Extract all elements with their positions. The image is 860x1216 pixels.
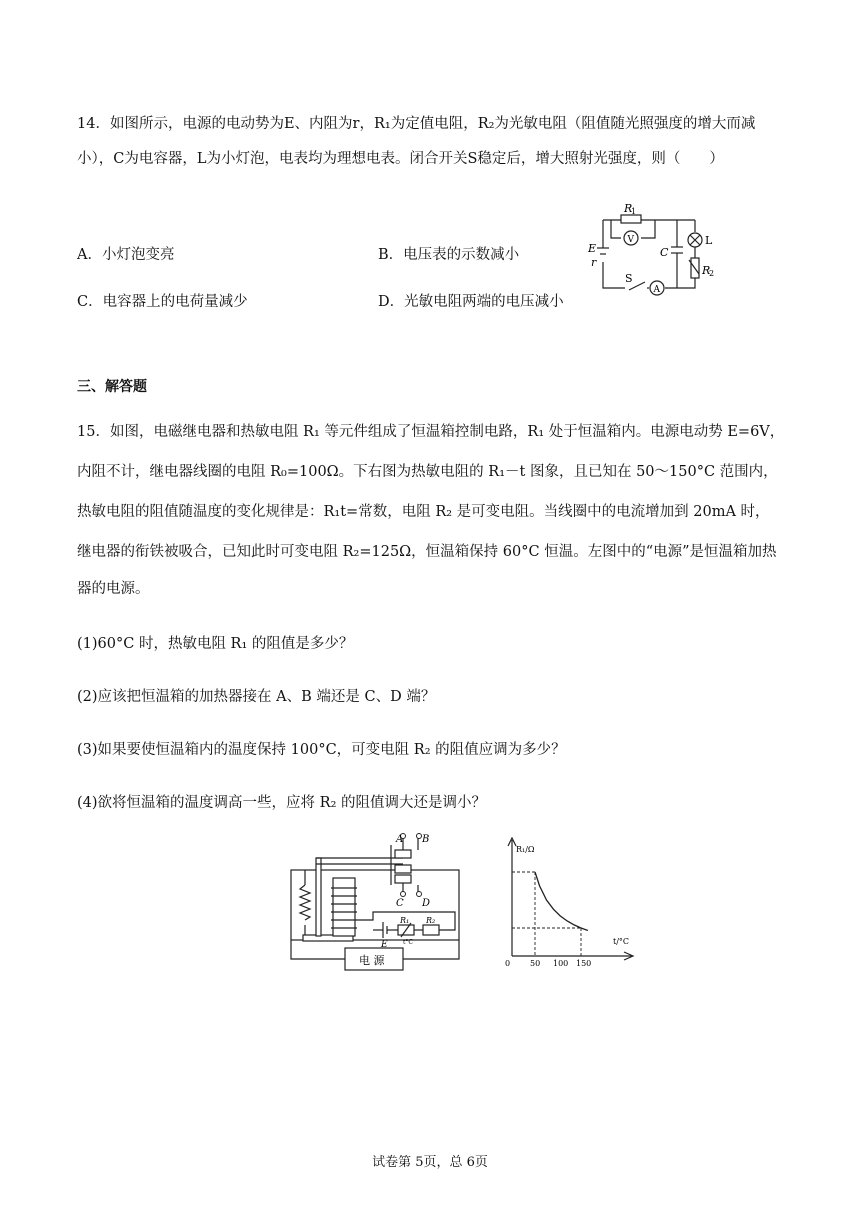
q14-ammeter-label: A — [653, 285, 660, 295]
q14-voltmeter-label: V — [627, 235, 634, 245]
q14-line-1: 14．如图所示，电源的电动势为E、内阻为r，R₁为定值电阻，R₂为光敏电阻（阻值随光照强度的增大而减 — [77, 116, 756, 132]
q15-paragraph-line-3: 热敏电阻的阻值随温度的变化规律是：R₁t=常数，电阻 R₂ 是可变电阻。当线圈中的电流增加到 20mA 时， — [77, 504, 770, 520]
graph-x-axis-label: t/°C — [613, 937, 630, 946]
q14-capacitor-label: C — [660, 246, 669, 259]
relay-power-label: 电 源 — [359, 954, 385, 967]
q14-line-2: 小），C为电容器，L为小灯泡，电表均为理想电表。闭合开关S稳定后，增大照射光强度，则（ ） — [77, 151, 724, 167]
q14-option-d: D．光敏电阻两端的电压减小 — [378, 294, 564, 310]
relay-contact-b: B — [422, 834, 430, 845]
relay-r2-label: R₂ — [426, 916, 436, 925]
q14-r1-sub: 1 — [631, 207, 637, 216]
x-tick-label-50: 50 — [530, 959, 541, 968]
relay-circuit-diagram — [283, 830, 473, 975]
section-heading: 三、解答题 — [77, 379, 147, 395]
x-tick-label-100: 100 — [553, 959, 569, 968]
q15-paragraph-line-2: 内阻不计，继电器线圈的电阻 R₀=100Ω。下右图为热敏电阻的 R₁－t 图象，且已知在 50～150°C 范围内， — [77, 464, 778, 480]
q15-paragraph-line-4: 继电器的衔铁被吸合，已知此时可变电阻 R₂=125Ω，恒温箱保持 60°C 恒温。左图中的“电源”是恒温箱加热 — [77, 544, 777, 560]
q15-subquestion-4: (4)欲将恒温箱的温度调高一些，应将 R₂ 的阻值调大还是调小？ — [77, 795, 486, 811]
q14-circuit-diagram — [585, 200, 735, 310]
q14-internal-r-label: r — [591, 256, 597, 269]
r1-t-graph — [497, 832, 642, 972]
relay-r1-label: R₁ — [400, 916, 410, 925]
page-footer: 试卷第 5页，总 6页 — [372, 1155, 488, 1170]
r1-t-curve — [535, 872, 588, 931]
q15-subquestion-1: (1)60°C 时，热敏电阻 R₁ 的阻值是多少？ — [77, 636, 354, 652]
x-tick-label-150: 150 — [576, 959, 592, 968]
q14-switch-label: S — [625, 272, 633, 285]
relay-contact-d: D — [422, 898, 431, 909]
relay-temp-label: t°C — [403, 939, 414, 946]
q15-paragraph-line-1: 15．如图，电磁继电器和热敏电阻 R₁ 等元件组成了恒温箱控制电路，R₁ 处于恒温箱内。电源电动势 E=6V， — [77, 424, 785, 440]
q14-option-a: A．小灯泡变亮 — [77, 247, 175, 263]
q14-r1-label: R — [624, 202, 633, 215]
q14-emf-label: E — [588, 242, 597, 255]
q14-r2-label: R — [702, 264, 711, 277]
relay-contact-a: A — [396, 834, 404, 845]
q14-lamp-label: L — [705, 234, 713, 247]
q14-option-b: B．电压表的示数减小 — [378, 247, 520, 263]
graph-origin-label: 0 — [505, 959, 511, 968]
relay-emf-label: E — [381, 940, 388, 950]
q15-subquestion-3: (3)如果要使恒温箱内的温度保持 100°C，可变电阻 R₂ 的阻值应调为多少？ — [77, 742, 566, 758]
q14-r2-sub: 2 — [709, 269, 715, 278]
relay-contact-c: C — [396, 898, 404, 909]
q15-paragraph-line-5: 器的电源。 — [77, 581, 150, 597]
q15-subquestion-2: (2)应该把恒温箱的加热器接在 A、B 端还是 C、D 端？ — [77, 689, 436, 705]
q14-option-c: C．电容器上的电荷量减少 — [77, 294, 248, 310]
graph-y-axis-label: R₁/Ω — [516, 845, 535, 854]
